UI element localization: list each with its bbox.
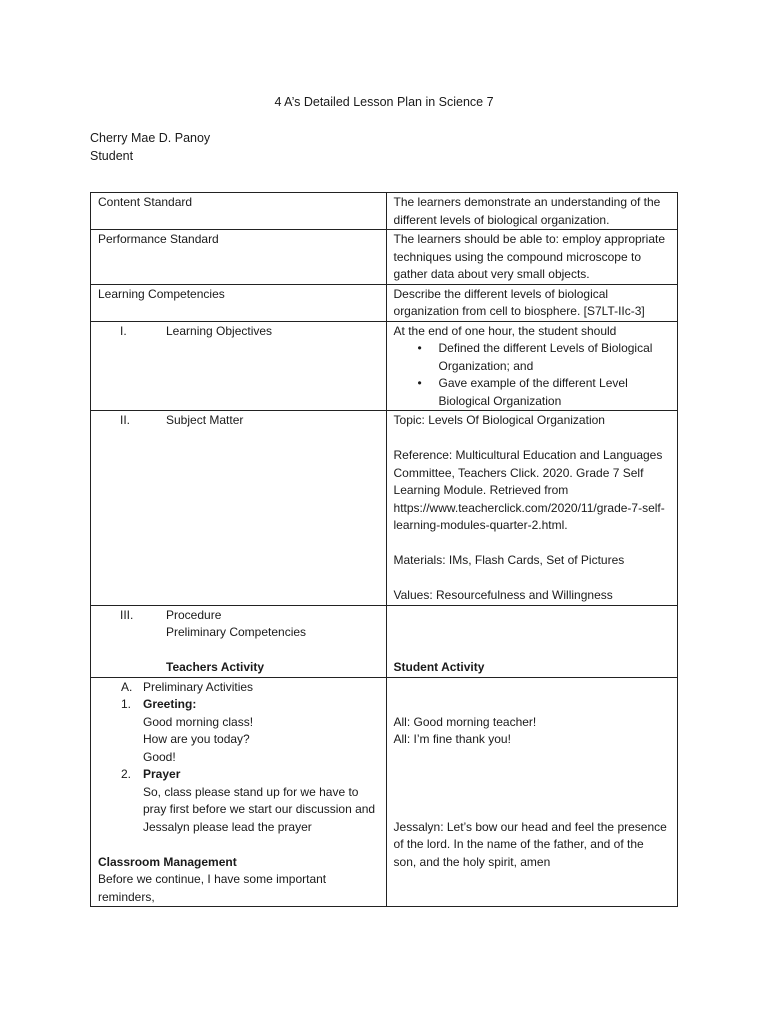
subject-topic: Topic: Levels Of Biological Organization: [393, 413, 605, 427]
greeting-number: 1.: [121, 697, 132, 711]
subject-values: Values: Resourcefulness and Willingness: [393, 588, 613, 602]
subject-matter-label: Subject Matter: [166, 413, 244, 427]
performance-standard-value: The learners should be able to: employ appropriate techniques using the compound microscope to gather data about very small objects.: [386, 230, 677, 285]
author-block: [90, 129, 210, 165]
classroom-management-text: Before we continue, I have some important reminders,: [98, 872, 327, 904]
learning-competencies-value: Describe the different levels of biological organization from cell to biosphere. [S7LT-IIc-3]: [386, 284, 677, 321]
greeting-line: Good!: [143, 749, 176, 764]
table-row: [91, 677, 678, 907]
student-activity-cell: [386, 677, 677, 907]
procedure-label: Procedure: [166, 607, 222, 622]
prayer-title: Prayer: [143, 767, 181, 781]
greeting-line: How are you today?: [143, 732, 250, 746]
table-row: [91, 193, 678, 230]
objectives-number: I.: [120, 323, 127, 338]
learning-competencies-label: Learning Competencies: [91, 284, 387, 321]
table-row: [91, 321, 678, 411]
content-standard-value: The learners demonstrate an understanding of the different levels of biological organization.: [386, 193, 677, 230]
table-row: [91, 230, 678, 285]
student-greeting-reply: All: I’m fine thank you!: [393, 732, 511, 746]
subject-matter-value-cell: [386, 411, 677, 606]
greeting-title: Greeting:: [143, 697, 197, 711]
objectives-label: Learning Objectives: [166, 323, 273, 338]
table-row: [91, 284, 678, 321]
procedure-value-cell: [386, 605, 677, 677]
activity-letter: A.: [121, 679, 133, 694]
performance-standard-label: Performance Standard: [91, 230, 387, 285]
objectives-label-cell: [91, 321, 387, 411]
objectives-intro: At the end of one hour, the student should: [393, 323, 617, 338]
lesson-plan-table: [90, 192, 678, 907]
list-item: • Defined the different Levels of Biological Organization; and: [439, 340, 669, 375]
subject-matter-label-cell: [91, 411, 387, 606]
student-activity-header: Student Activity: [393, 660, 485, 674]
objectives-list: [394, 340, 669, 410]
prayer-number: 2.: [121, 767, 132, 781]
classroom-management-title: Classroom Management: [98, 854, 237, 869]
student-greeting-reply: All: Good morning teacher!: [393, 714, 537, 729]
author-name: Cherry Mae D. Panoy: [90, 131, 211, 145]
table-row: [91, 411, 678, 606]
objectives-value-cell: [386, 321, 677, 411]
procedure-label-cell: [91, 605, 387, 677]
procedure-sublabel: Preliminary Competencies: [166, 625, 307, 639]
greeting-line: Good morning class!: [143, 714, 254, 729]
subject-matter-number: II.: [120, 413, 131, 427]
subject-reference: Reference: Multicultural Education and Languages Committee, Teachers Click. 2020. Grade 7 Self Learning Module. Retrieved from https://www.teacherclick.com/2020/11/grade-7-self-learning-modules-quarter-2.html.: [393, 448, 665, 532]
activity-title: Preliminary Activities: [143, 679, 254, 694]
content-standard-label: Content Standard: [91, 193, 387, 230]
prayer-text: So, class please stand up for we have to pray first before we start our discussion and Jessalyn please lead the prayer: [143, 784, 376, 834]
author-role: Student: [90, 149, 134, 163]
subject-materials: Materials: IMs, Flash Cards, Set of Pictures: [393, 553, 625, 567]
table-row: [91, 605, 678, 677]
student-prayer: Jessalyn: Let’s bow our head and feel the presence of the lord. In the name of the father, and of the son, and the holy spirit, amen: [393, 819, 667, 869]
list-item: • Gave example of the different Level Biological Organization: [439, 375, 669, 410]
teachers-activity-cell: [91, 677, 387, 907]
procedure-number: III.: [120, 607, 134, 622]
teachers-activity-header: Teachers Activity: [166, 660, 265, 674]
document-title: 4 A’s Detailed Lesson Plan in Science 7: [274, 95, 494, 109]
